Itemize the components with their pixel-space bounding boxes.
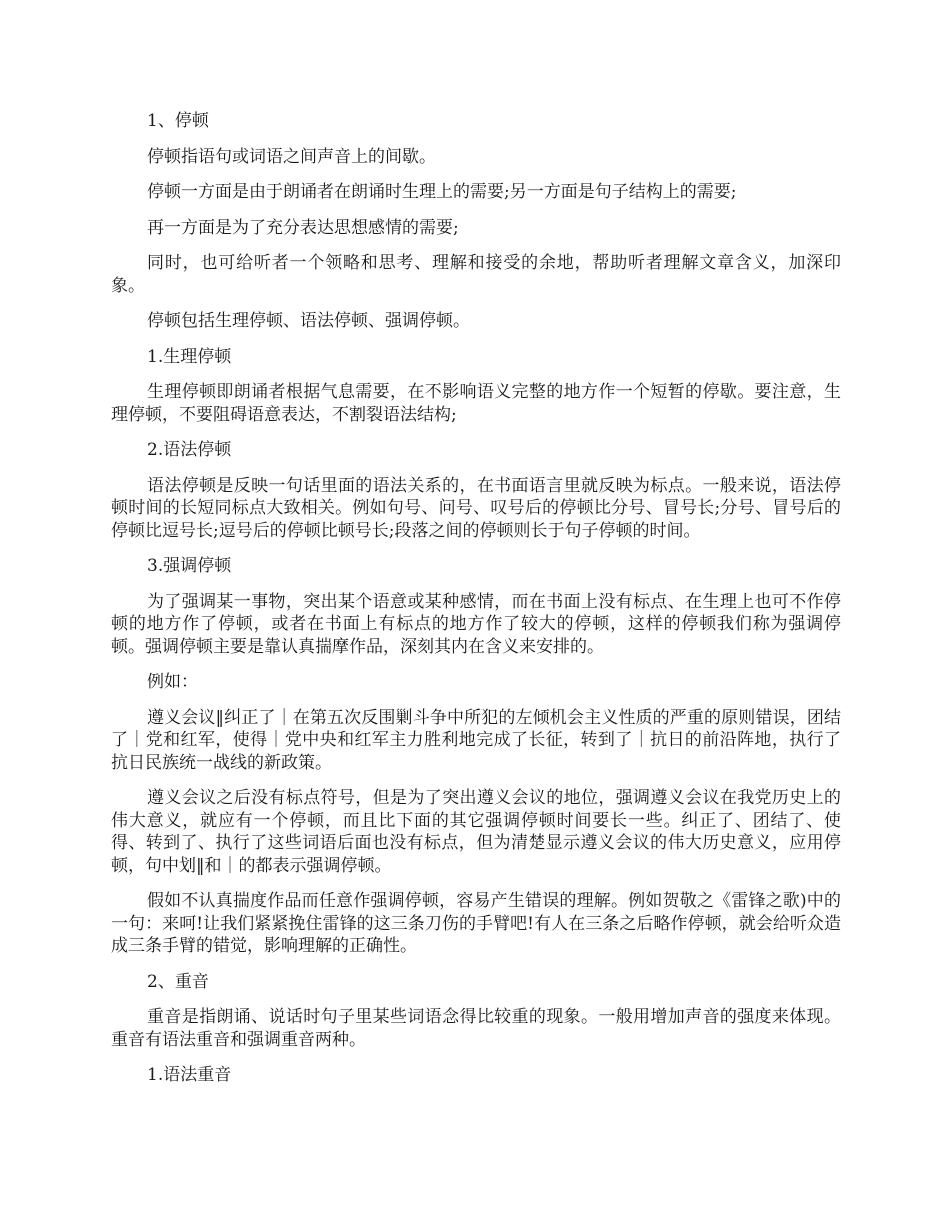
paragraph: 为了强调某一事物，突出某个语意或某种感情，而在书面上没有标点、在生理上也可不作停顿的地方作了停顿，或者在书面上有标点的地方作了较大的停顿，这样的停顿我们称为强调停顿。强调停顿主要是靠认真揣摩作品，深刻其内在含义来安排的。 [111,591,841,657]
paragraph: 语法停顿是反映一句话里面的语法关系的，在书面语言里就反映为标点。一般来说，语法停顿时间的长短同标点大致相关。例如句号、问号、叹号后的停顿比分号、冒号长;分号、冒号后的停顿比逗号长;逗号后的停顿比顿号长;段落之间的停顿则长于句子停顿的时间。 [111,475,841,541]
paragraph: 例如： [147,672,198,692]
paragraph: 生理停顿即朗诵者根据气息需要，在不影响语义完整的地方作一个短暂的停歇。要注意，生理停顿，不要阻碍语意表达，不割裂语法结构; [111,382,841,425]
section-heading-pause: 1、停顿 [147,111,209,131]
subheading-emphatic-pause: 3.强调停顿 [147,556,232,576]
paragraph: 假如不认真揣度作品而任意作强调停顿，容易产生错误的理解。例如贺敬之《雷锋之歌)中的一句：来呵!让我们紧紧挽住雷锋的这三条刀伤的手臂吧!有人在三条之后略作停顿，就会给听众造成三条手臂的错觉，影响理解的正确性。 [111,891,841,956]
example-paragraph: 遵义会议‖纠正了｜在第五次反围剿斗争中所犯的左倾机会主义性质的严重的原则错误，团结了｜党和红军，使得｜党中央和红军主力胜利地完成了长征，转到了｜抗日的前沿阵地，执行了抗日民族统一战线的新政策。 [111,707,841,773]
paragraph: 停顿一方面是由于朗诵者在朗诵时生理上的需要;另一方面是句子结构上的需要; [147,182,737,202]
paragraph: 重音是指朗诵、说话时句子里某些词语念得比较重的现象。一般用增加声音的强度来体现。重音有语法重音和强调重音两种。 [111,1007,841,1050]
paragraph: 遵义会议之后没有标点符号，但是为了突出遵义会议的地位，强调遵义会议在我党历史上的伟大意义，就应有一个停顿，而且比下面的其它强调停顿时间要长一些。纠正了、团结了、使得、转到了、执行了这些词语后面也没有标点，但为清楚显示遵义会议的伟大历史意义，应用停顿，句中划‖和｜的都表示强调停顿。 [111,788,841,876]
document-body [111,110,841,1100]
section-heading-stress: 2、重音 [147,971,209,992]
paragraph: 再一方面是为了充分表达思想感情的需要; [147,217,459,238]
paragraph: 停顿包括生理停顿、语法停顿、强调停顿。 [147,311,470,331]
subheading-grammatical-stress: 1.语法重音 [147,1065,232,1085]
subheading-grammatical-pause: 2.语法停顿 [147,440,232,460]
paragraph: 停顿指语句或词语之间声音上的间歇。 [147,146,436,167]
subheading-physiological-pause: 1.生理停顿 [147,346,232,367]
paragraph: 同时，也可给听者一个领略和思考、理解和接受的余地，帮助听者理解文章含义，加深印象。 [111,253,841,296]
